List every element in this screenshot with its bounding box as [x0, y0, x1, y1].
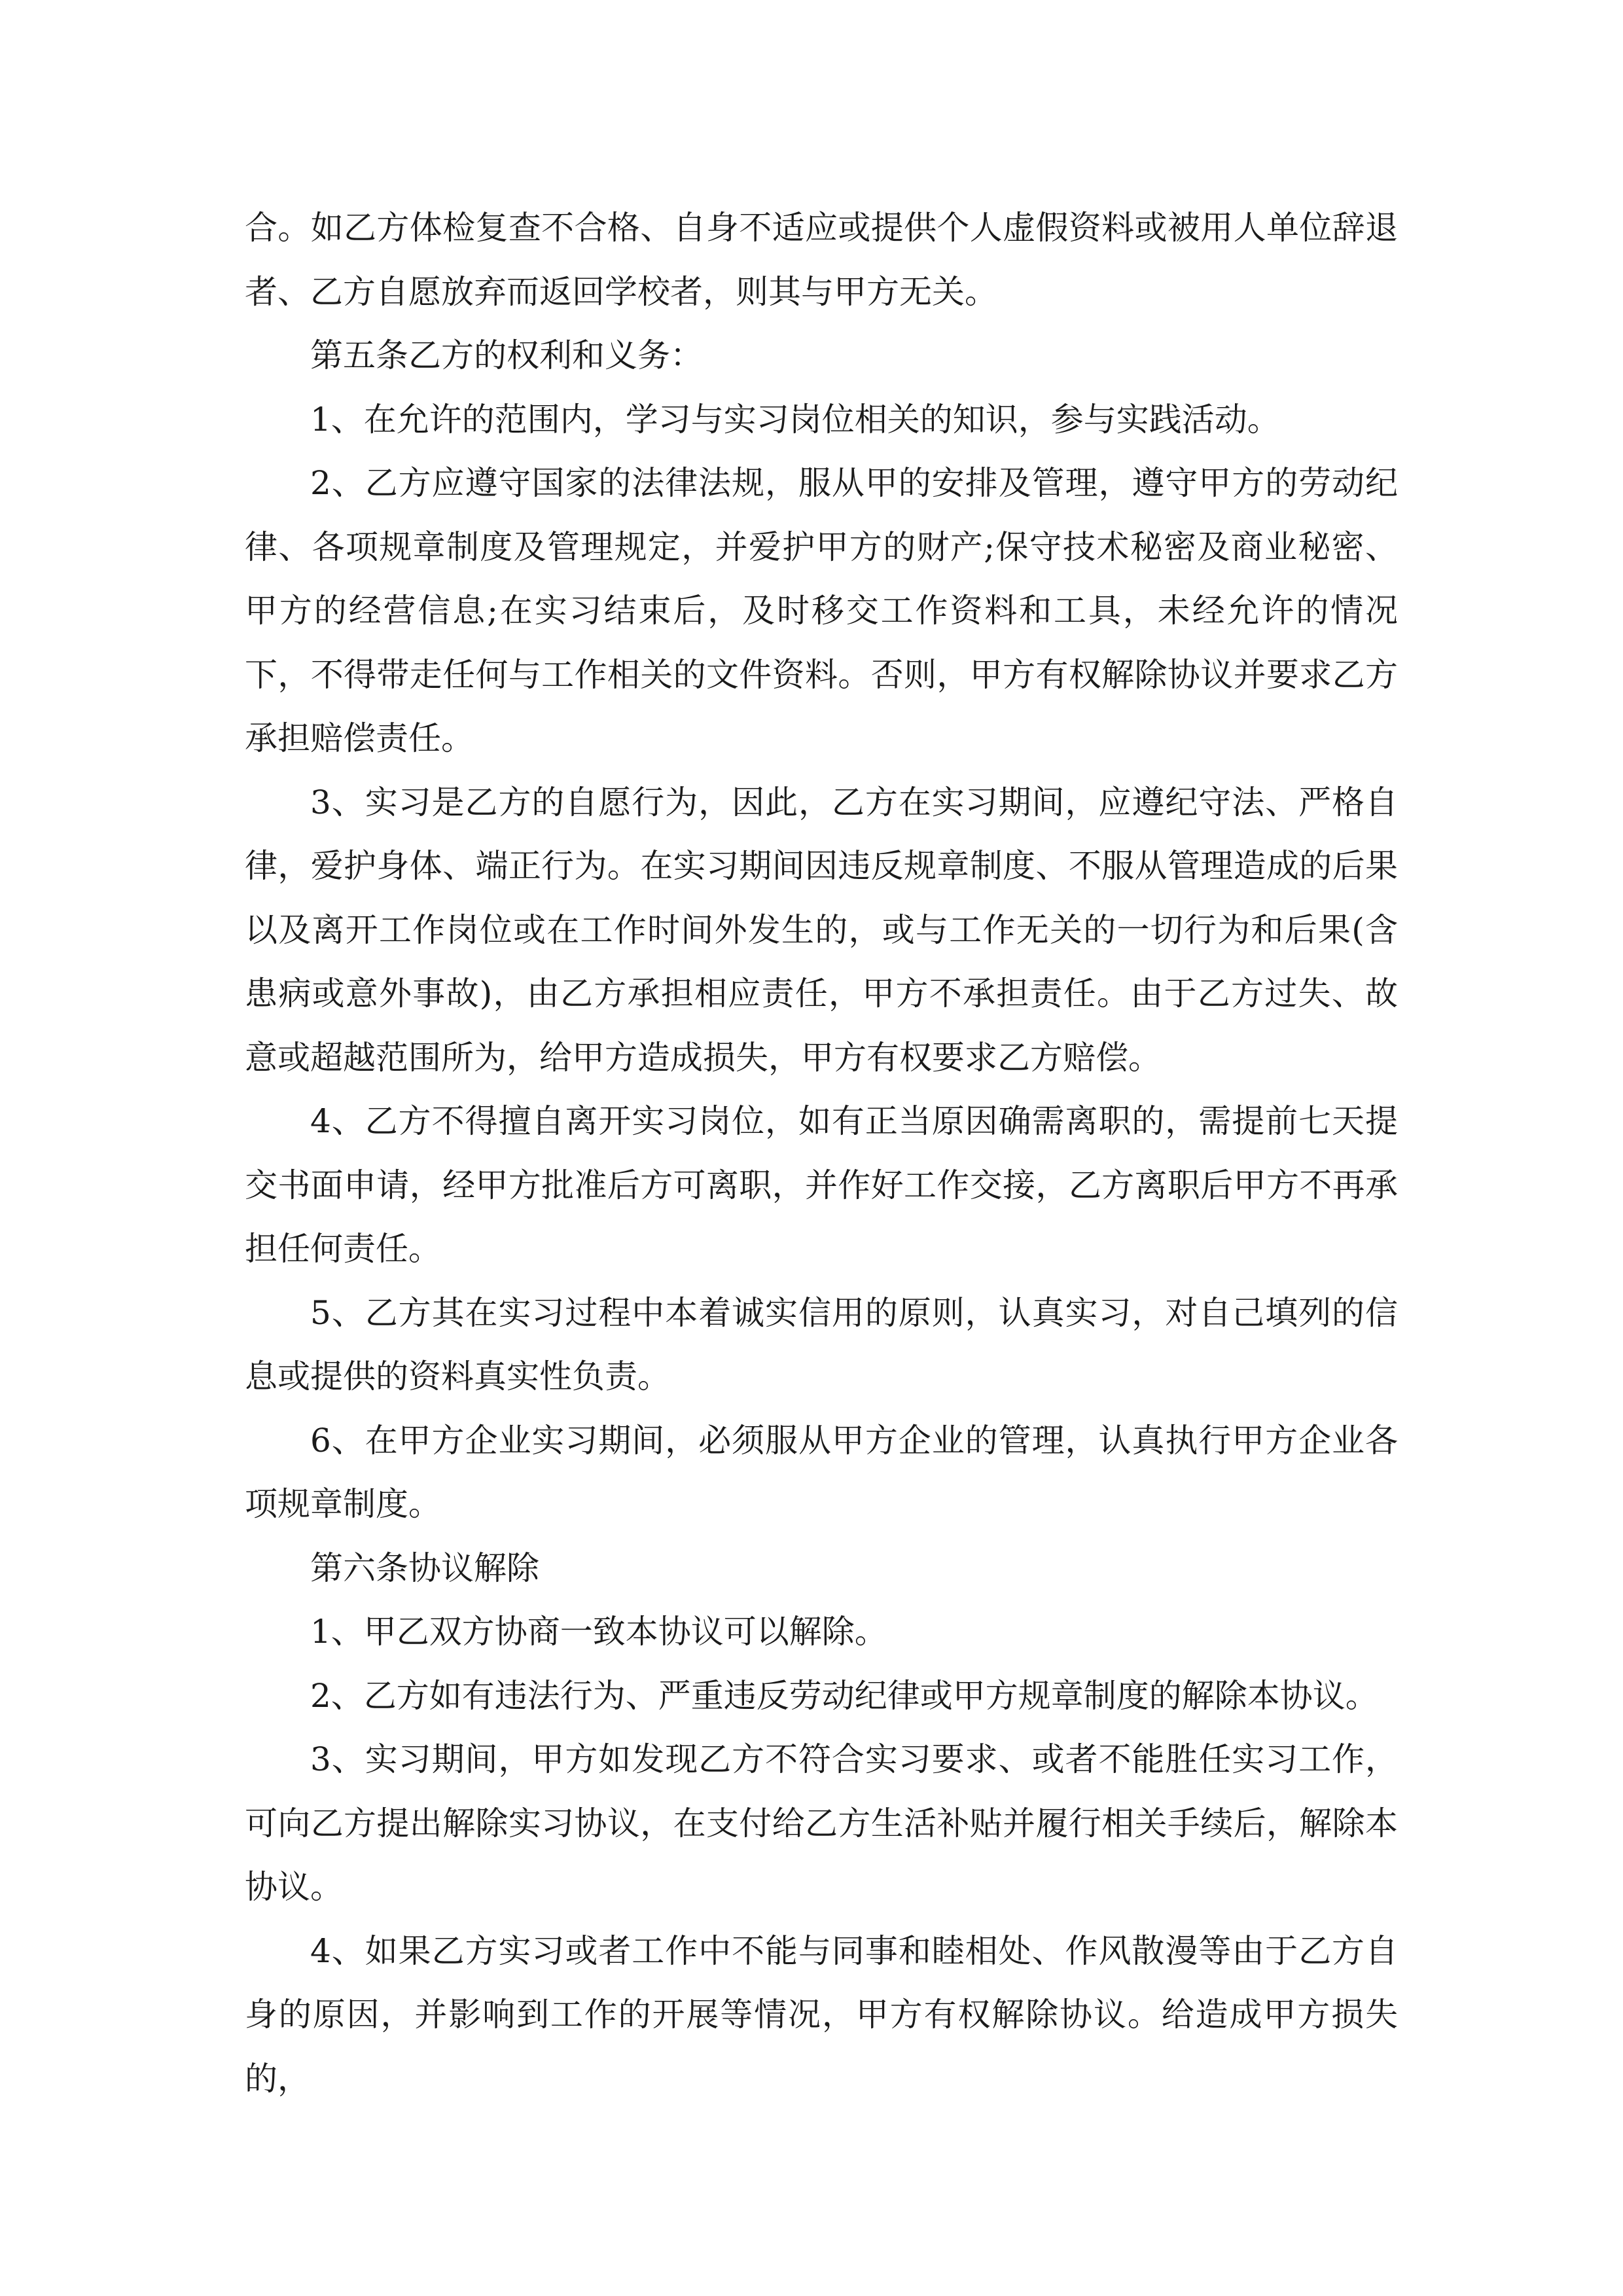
clause-6-4: 4、如果乙方实习或者工作中不能与同事和睦相处、作风散漫等由于乙方自身的原因，并影响到工作的开展等情况，甲方有权解除协议。给造成甲方损失的，	[245, 1931, 1398, 2098]
document-body	[245, 196, 1398, 2111]
clause-6-1: 1、甲乙双方协商一致本协议可以解除。	[310, 1613, 887, 1651]
section-heading-article-6: 第六条协议解除	[310, 1549, 539, 1587]
paragraph-continuation: 合。如乙方体检复查不合格、自身不适应或提供个人虚假资料或被用人单位辞退者、乙方自愿放弃而返回学校者，则其与甲方无关。	[245, 209, 1398, 311]
clause-5-5: 5、乙方其在实习过程中本着诚实信用的原则，认真实习，对自己填列的信息或提供的资料真实性负责。	[245, 1293, 1398, 1395]
clause-5-4: 4、乙方不得擅自离开实习岗位，如有正当原因确需离职的，需提前七天提交书面申请，经甲方批准后方可离职，并作好工作交接，乙方离职后甲方不再承担任何责任。	[245, 1102, 1398, 1268]
clause-5-2: 2、乙方应遵守国家的法律法规，服从甲的安排及管理，遵守甲方的劳动纪律、各项规章制度及管理规定，并爱护甲方的财产;保守技术秘密及商业秘密、甲方的经营信息;在实习结束后，及时移交工作资料和工具，未经允许的情况下，不得带走任何与工作相关的文件资料。否则，甲方有权解除协议并要求乙方承担赔偿责任。	[245, 464, 1398, 757]
clause-6-3: 3、实习期间，甲方如发现乙方不符合实习要求、或者不能胜任实习工作，可向乙方提出解除实习协议，在支付给乙方生活补贴并履行相关手续后，解除本协议。	[245, 1740, 1398, 1906]
clause-5-3: 3、实习是乙方的自愿行为，因此，乙方在实习期间，应遵纪守法、严格自律，爱护身体、端正行为。在实习期间因违反规章制度、不服从管理造成的后果以及离开工作岗位或在工作时间外发生的，或与工作无关的一切行为和后果(含患病或意外事故)，由乙方承担相应责任，甲方不承担责任。由于乙方过失、故意或超越范围所为，给甲方造成损失，甲方有权要求乙方赔偿。	[245, 783, 1398, 1077]
section-heading-article-5: 第五条乙方的权利和义务：	[310, 336, 703, 374]
clause-5-1: 1、在允许的范围内，学习与实习岗位相关的知识，参与实践活动。	[310, 400, 1280, 439]
clause-5-6: 6、在甲方企业实习期间，必须服从甲方企业的管理，认真执行甲方企业各项规章制度。	[245, 1421, 1398, 1523]
clause-6-2: 2、乙方如有违法行为、严重违反劳动纪律或甲方规章制度的解除本协议。	[310, 1676, 1378, 1715]
